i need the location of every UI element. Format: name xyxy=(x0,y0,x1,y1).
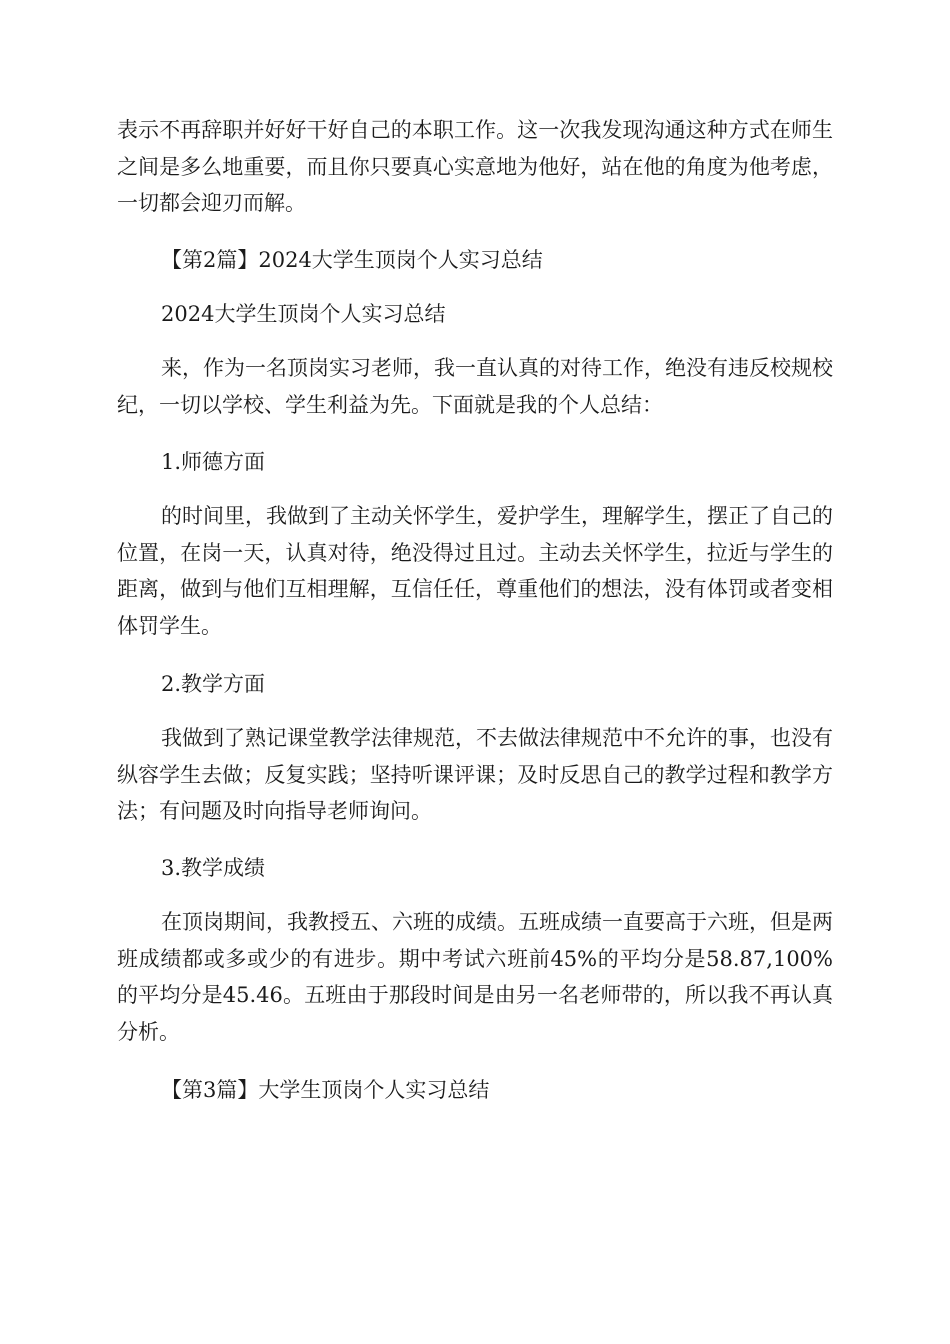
paragraph-ethics: 的时间里，我做到了主动关怀学生，爱护学生，理解学生，摆正了自己的位置，在岗一天，认真对待，绝没得过且过。主动去关怀学生，拉近与学生的距离，做到与他们互相理解，互信任任，尊重他们的想法，没有体罚或者变相体罚学生。 xyxy=(117,504,833,638)
article-title: 2024大学生顶岗个人实习总结 xyxy=(161,302,446,326)
subheading-ethics: 1.师德方面 xyxy=(161,450,266,474)
subheading-results: 3.教学成绩 xyxy=(161,856,266,880)
paragraph-results: 在顶岗期间，我教授五、六班的成绩。五班成绩一直要高于六班，但是两班成绩都或多或少的有进步。期中考试六班前45%的平均分是58.87,100%的平均分是45.46。五班由于那段时间是由另一名老师带的，所以我不再认真分析。 xyxy=(117,910,833,1044)
subheading-teaching: 2.教学方面 xyxy=(161,672,266,696)
section-heading-3: 【第3篇】大学生顶岗个人实习总结 xyxy=(161,1078,490,1102)
section-heading-2: 【第2篇】2024大学生顶岗个人实习总结 xyxy=(161,248,543,272)
paragraph-continuation: 表示不再辞职并好好干好自己的本职工作。这一次我发现沟通这种方式在师生之间是多么地重要，而且你只要真心实意地为他好，站在他的角度为他考虑，一切都会迎刃而解。 xyxy=(117,118,833,215)
paragraph-intro: 来，作为一名顶岗实习老师，我一直认真的对待工作，绝没有违反校规校纪，一切以学校、学生利益为先。下面就是我的个人总结： xyxy=(117,356,833,417)
paragraph-teaching: 我做到了熟记课堂教学法律规范，不去做法律规范中不允许的事，也没有纵容学生去做；反复实践；坚持听课评课；及时反思自己的教学过程和教学方法；有问题及时向指导老师询问。 xyxy=(117,726,833,823)
